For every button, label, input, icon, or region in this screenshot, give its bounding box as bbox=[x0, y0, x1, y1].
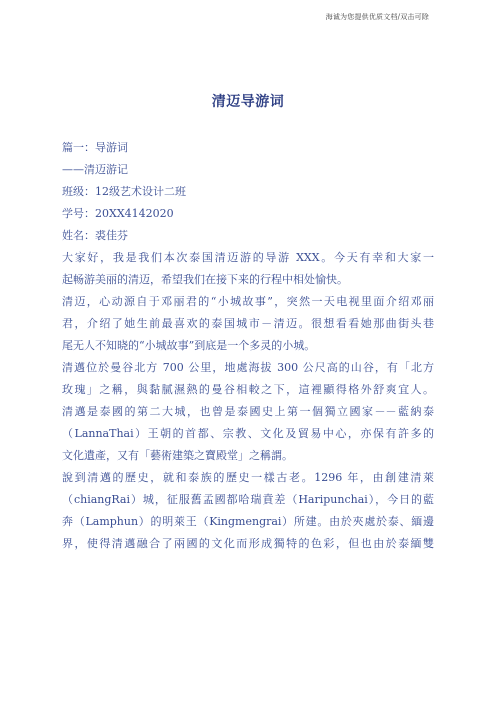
body-line: 奔（Lamphun）的明萊王（Kingmengrai）所建。由於夾處於泰、緬邊 bbox=[62, 515, 434, 528]
body-line: 文化遺產，又有「藝術建築之寶殿堂」之稱謂。 bbox=[62, 449, 293, 462]
body-line: 君，介绍了她生前最喜欢的泰国城市－清迈。很想看看她那曲街头巷 bbox=[62, 317, 434, 330]
body-line: 界，使得清邁融合了兩國的文化而形成獨特的色彩，但也由於泰緬雙 bbox=[62, 537, 434, 550]
body-line: 大家好，我是我们本次泰国清迈游的导游 XXX。今天有幸和大家一 bbox=[62, 251, 434, 264]
body-line: 班级：12级艺术设计二班 bbox=[62, 185, 186, 198]
body-line: 姓名：裘佳芬 bbox=[62, 229, 128, 242]
body-line: 清邁位於曼谷北方 700 公里，地處海拔 300 公尺高的山谷，有「北方 bbox=[62, 361, 434, 374]
body-line: 篇一：导游词 bbox=[62, 141, 128, 154]
body-line: ——清迈游记 bbox=[62, 163, 128, 176]
header-note: 海诚为您提供优质文档/双击可除 bbox=[325, 13, 429, 21]
body-line: 学号：20XX4142020 bbox=[62, 207, 174, 220]
document-body bbox=[62, 137, 434, 555]
body-line: （chiangRai）城，征服舊孟國都哈瑞賁差（Haripunchai），今日的藍 bbox=[62, 493, 434, 506]
body-line: 說到清邁的歷史，就和泰族的歷史一樣古老。1296 年，由創建清萊 bbox=[62, 471, 434, 484]
body-line: 玫瑰」之稱，與黏膩濕熱的曼谷相較之下，這裡顯得格外舒爽宜人。 bbox=[62, 383, 434, 396]
body-line: 尾无人不知晓的“小城故事”到底是一个多灵的小城。 bbox=[62, 339, 316, 352]
body-line: （LannaThai）王朝的首都、宗教、文化及貿易中心，亦保有許多的 bbox=[62, 427, 434, 440]
document-title: 清迈导游词 bbox=[211, 94, 285, 110]
body-line: 起畅游美丽的清迈，希望我们在接下来的行程中相处愉快。 bbox=[62, 273, 348, 286]
body-line: 清迈，心动源自于邓丽君的“小城故事”，突然一天电视里面介绍邓丽 bbox=[62, 295, 434, 308]
body-line: 清邁是泰國的第二大城，也曾是泰國史上第一個獨立國家－－藍納泰 bbox=[62, 405, 434, 418]
